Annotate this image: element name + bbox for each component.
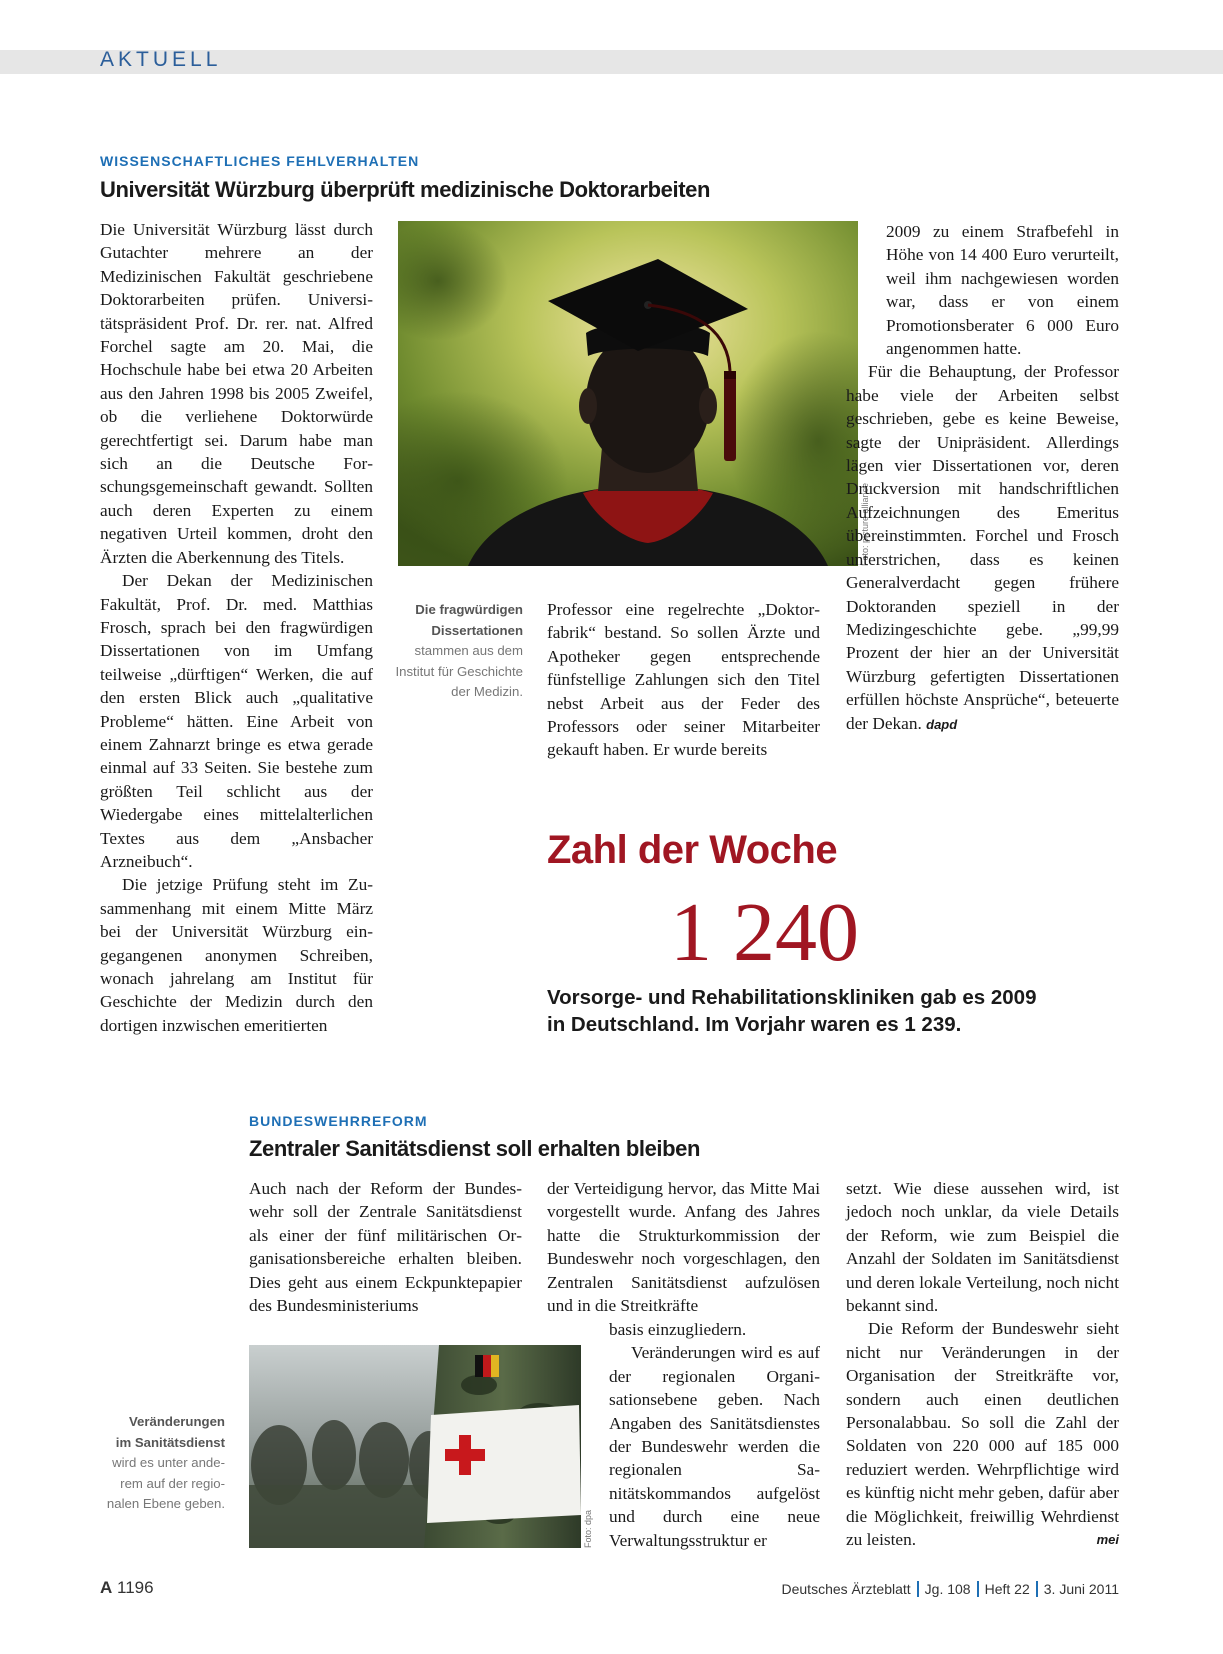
paragraph-text: Für die Behauptung, der Professor habe viele der Arbeiten selbst geschrieben, gebe es keine Beweise, sagte der Unipräsident. Allerdings lägen vier Dissertationen vor, deren Druckversion mit handschriftlichen Aufzeichnungen des Emeritus übereinstimmten. Forchel und Frosch unterstrichen, dass es keinen Generalverdacht gegen frühere Doktoranden speziell in der Medizingeschichte gebe. „99,99 Prozent der hier an der Universität Würzburg gefertigten Dissertationen erfüllen höchste Ansprüche“, beteuerte der Dekan. [846, 362, 1119, 733]
soldier-illustration [249, 1345, 581, 1548]
number-of-week-line: in Deutschland. Im Vorjahr waren es 1 239. [547, 1013, 962, 1036]
article2-caption [95, 1412, 225, 1515]
article2-headline: Zentraler Sanitätsdienst soll erhalten bleiben [249, 1136, 701, 1161]
photo-credit: Foto: picture alliance [860, 482, 870, 566]
paragraph: basis einzugliedern. [609, 1320, 747, 1339]
page-prefix: A [100, 1578, 113, 1597]
issue: Heft 22 [984, 1581, 1030, 1597]
journal-info [782, 1581, 1120, 1597]
paragraph: der Verteidigung hervor, das Mitte Mai vorgestellt wurde. Anfang des Jahres hatte die Strukturkommission der Bundeswehr noch vorgeschlagen, den Zentralen Sanitätsdienst aufzulösen und in die Streitkräfte [547, 1179, 820, 1316]
page-number-value: 1196 [117, 1578, 154, 1597]
caption-bold: Veränderungen [128, 1414, 225, 1429]
graduate-illustration [398, 221, 858, 566]
number-of-week-value: 1 240 [670, 886, 859, 979]
article2-column-2-bottom [609, 1318, 820, 1552]
caption-bold: im Sanitätsdienst [115, 1434, 225, 1450]
author-signature: mei [1096, 1532, 1119, 1548]
article1-column-1 [100, 218, 373, 1037]
article1-headline: Universität Würzburg überprüft medizinische Doktorarbeiten [100, 177, 710, 202]
graduate-photo [398, 221, 858, 566]
article2-kicker: BUNDESWEHRREFORM [249, 1113, 428, 1129]
paragraph: Professor eine regelrechte „Doktorfabrik“ bestand. So sollen Ärzte und Apotheker gegen entsprechende fünfstellige Zahlungen sich den Titel nebst Arbeit aus der Feder des Professors oder seiner Mitarbeiter gekauft haben. Er wurde bereits [547, 600, 820, 760]
section-label: AKTUELL [100, 48, 222, 71]
number-of-week-line: Vorsorge- und Rehabilitationskliniken gab es 2009 [547, 986, 1037, 1009]
separator [1036, 1581, 1038, 1597]
date: 3. Juni 2011 [1043, 1581, 1119, 1597]
paragraph: setzt. Wie diese aussehen wird, ist jedoch noch unklar, da viele Details der Reform, wie zum Beispiel die Anzahl der Soldaten im Sanitätsdienst und deren lokale Verteilung, noch nicht bekannt sind. [846, 1179, 1119, 1316]
separator [977, 1581, 979, 1597]
number-of-week-text [547, 984, 1107, 1038]
separator [917, 1581, 919, 1597]
paragraph: Die jetzige Prüfung steht im Zusammenhang mit einem Mitte März bei der Universität Würzburg eingegangenen anonymen Schreiben, wonach jahrelang am Institut für Geschichte der Medizin durch den dortigen inzwischen emeritierten [100, 875, 373, 1035]
paragraph [846, 1317, 1119, 1551]
paragraph: Auch nach der Reform der Bundeswehr soll der Zentrale Sanitätsdienst als einer der fünf militärischen Organisationsbereiche erhalten bleiben. Dies geht aus einem Eckpunktepapier des Bundesministeriums [249, 1179, 522, 1316]
journal-name: Deutsches Ärzteblatt [781, 1581, 911, 1597]
paragraph [846, 360, 1119, 736]
article2-column-2-top [547, 1177, 820, 1317]
author-signature: dapd [926, 716, 958, 732]
photo-credit: Foto: dpa [583, 1509, 593, 1548]
soldier-photo [249, 1345, 581, 1548]
article1-column-2 [547, 598, 820, 762]
article2-column-1 [249, 1177, 522, 1317]
article1-caption [395, 600, 523, 703]
paragraph: Veränderungen wird es auf der regionalen Organisationsebene geben. Nach Angaben des Sanitätsdienstes der Bundeswehr werden die regionalen Sanitätskommandos aufgelöst und durch eine neue Verwaltungsstruktur er [609, 1343, 820, 1550]
caption-bold: Die fragwürdigen Dissertationen [415, 602, 523, 638]
article1-column-3 [846, 220, 1119, 736]
number-of-week-title: Zahl der Woche [547, 828, 838, 872]
paragraph-text: Die Reform der Bundeswehr sieht nicht nur Veränderungen in der Organisation der Streitkräfte vor, sondern auch einen deutlichen Personalabbau. So soll die Zahl der Soldaten von 220 000 auf 185 000 reduziert werden. Wehrpflichtige wird es künftig nicht mehr geben, dafür aber die Möglichkeit, freiwillig Wehrdienst zu leisten. [846, 1319, 1119, 1550]
paragraph: Die Universität Würzburg lässt durch Gutachter mehrere an der Medizinischen Fakultät geschriebene Doktorarbeiten prüfen. Universitätspräsident Prof. Dr. rer. nat. Alfred Forchel sagte am 20. Mai, die Hochschule habe bei etwa 20 Arbeiten aus den Jahren 1998 bis 2005 Zweifel, ob die verliehene Doktorwürde gerechtfertigt sei. Darum habe man sich an die Deutsche Forschungsgemeinschaft gewandt. Sollten auch deren Experten zu einem negativen Urteil kommen, droht den Ärzten die Aberkennung des Titels. [100, 220, 373, 567]
article2-column-3 [846, 1177, 1119, 1552]
volume: Jg. 108 [924, 1581, 971, 1597]
page-number [100, 1578, 154, 1598]
caption-text: wird es unter anderem auf der regionalen Ebene geben. [106, 1455, 225, 1511]
paragraph: Der Dekan der Medizinischen Fakultät, Prof. Dr. med. Matthias Frosch, sprach bei den fragwürdigen Dissertationen von im Umfang teilweise „dürftigen“ Werken, die auf den ersten Blick auch „qualitative Probleme“ hätten. Eine Arbeit von einem Zahnarzt bringe es etwa gerade einmal auf 33 Seiten. Sie bestehe zum größten Teil schlicht aus der Wiedergabe eines mittelalterlichen Textes aus dem „Ansbacher Arzneibuch“. [100, 571, 373, 871]
paragraph: 2009 zu einem Strafbefehl in Höhe von 14 400 Euro verurteilt, weil ihm nachgewiesen worden war, dass er von einem Promotionsberater 6 000 Euro angenommen hatte. [886, 222, 1119, 359]
caption-text: stammen aus dem Institut für Geschichte der Medizin. [395, 643, 523, 699]
article1-kicker: WISSENSCHAFTLICHES FEHLVERHALTEN [100, 153, 420, 169]
